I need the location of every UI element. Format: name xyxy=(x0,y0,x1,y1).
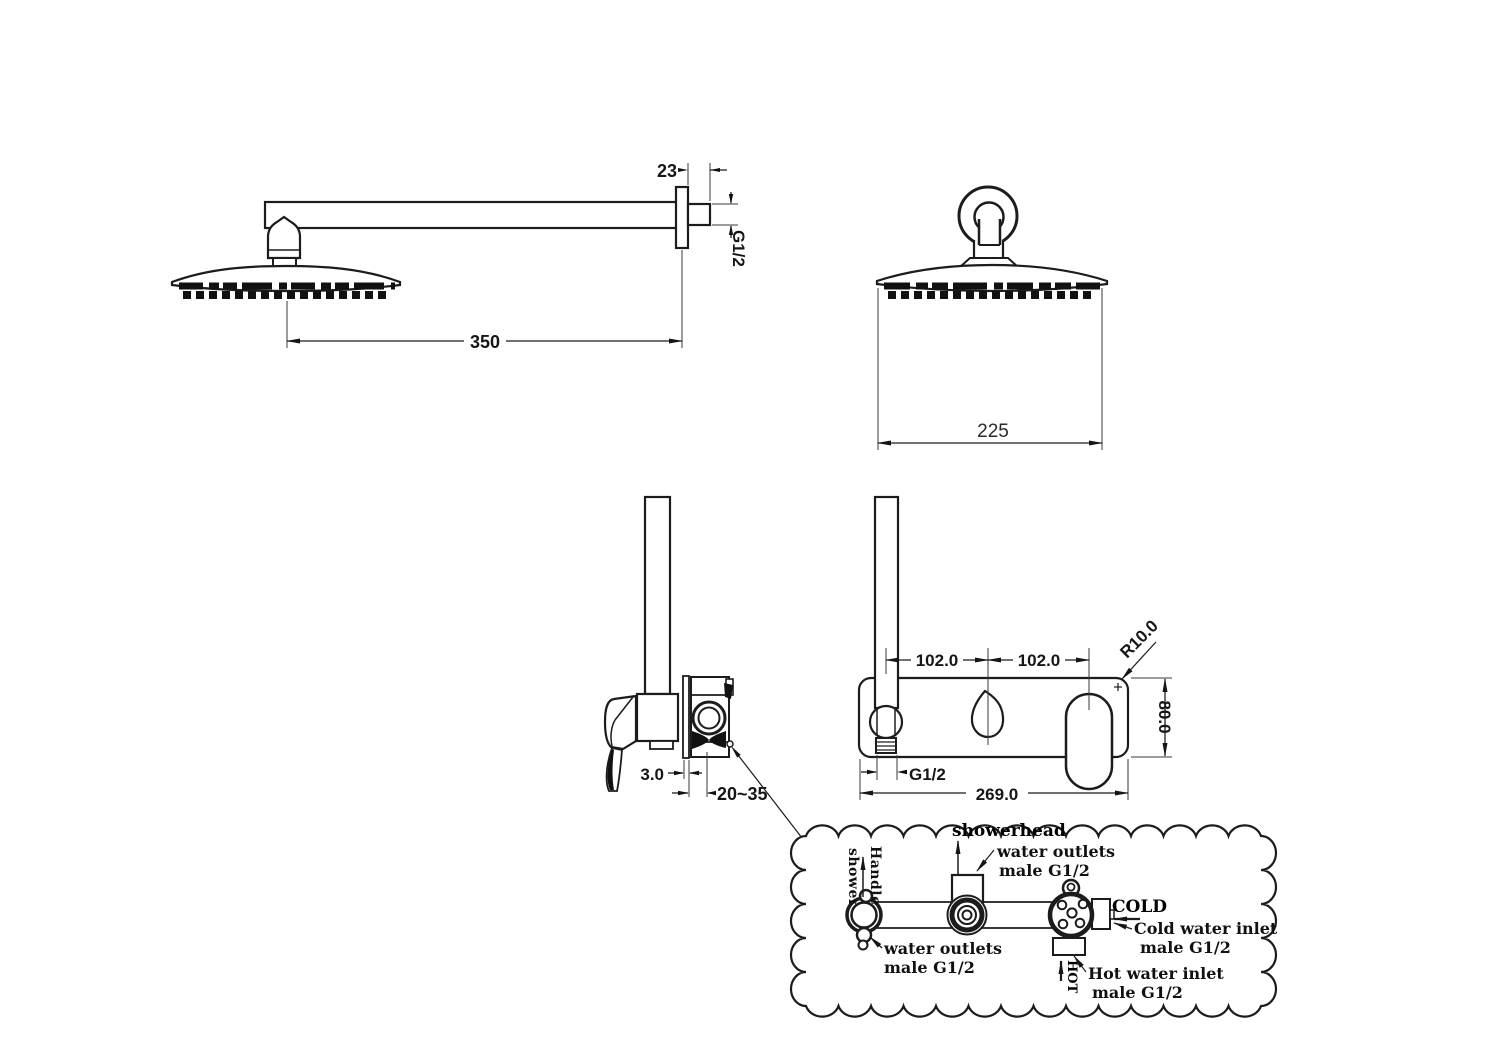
cold-inlet-line2: male G1/2 xyxy=(1140,938,1231,957)
shower-head-side xyxy=(172,266,400,295)
handle-word: Handle xyxy=(867,846,883,906)
shower-arm-tube xyxy=(265,202,677,228)
riser-pipe-front xyxy=(875,497,898,708)
hot-inlet-line2: male G1/2 xyxy=(1092,983,1183,1002)
dim-r10 xyxy=(1116,616,1162,679)
dim-350-label: 350 xyxy=(469,332,501,352)
shower-head-front xyxy=(877,265,1107,295)
dim-3-0 xyxy=(640,760,702,784)
dim-102-left-label: 102.0 xyxy=(915,651,959,670)
mixer-plate-front-view xyxy=(859,497,1174,804)
valve-foot xyxy=(650,741,673,749)
showerhead-port xyxy=(948,875,987,935)
dim-80-label: 80.0 xyxy=(1155,700,1174,734)
hot-label: HOT xyxy=(1064,960,1079,994)
top-outlet-line2: male G1/2 xyxy=(999,861,1090,880)
dim-g12-arm-label: G1/2 xyxy=(729,230,748,267)
dim-3-0-label: 3.0 xyxy=(640,765,664,784)
arm-ball-joint xyxy=(268,217,300,268)
shower-word: shower xyxy=(845,848,861,907)
cold-inlet-line1: Cold water inlet xyxy=(1134,919,1278,938)
hot-inlet-line1: Hot water inlet xyxy=(1088,964,1224,983)
dim-225 xyxy=(878,288,1102,450)
dim-20-35 xyxy=(672,752,768,804)
left-outlet-line2: male G1/2 xyxy=(884,958,975,977)
dim-23-label: 23 xyxy=(656,161,677,181)
mount-ring xyxy=(959,187,1018,267)
dim-g12-arm xyxy=(712,192,748,267)
left-outlet-line1: water outlets xyxy=(884,939,1003,958)
dim-g12-plate-label: G1/2 xyxy=(909,765,946,784)
dim-350 xyxy=(287,250,682,352)
cold-label: COLD xyxy=(1112,897,1168,917)
dim-g12-plate xyxy=(861,755,946,784)
installation-detail-view xyxy=(791,821,1278,1017)
dim-r10-label: R10.0 xyxy=(1116,616,1162,662)
valve-cartridge xyxy=(691,677,733,757)
top-outlet-line1: water outlets xyxy=(997,842,1116,861)
thread-stub xyxy=(688,204,710,225)
dim-225-label: 225 xyxy=(977,421,1009,442)
dim-102-right-label: 102.0 xyxy=(1017,651,1061,670)
dim-80 xyxy=(1131,678,1174,757)
escutcheon-plate xyxy=(683,676,689,758)
shower-head-front-view xyxy=(877,187,1107,450)
showerhead-label: showerhead xyxy=(952,821,1066,841)
valve-body xyxy=(637,694,678,741)
riser-pipe-side xyxy=(645,497,670,694)
mixer-handle xyxy=(605,696,636,791)
dim-20-35-label: 20~35 xyxy=(717,784,768,804)
shower-arm-side-view xyxy=(172,161,748,352)
dim-23 xyxy=(657,161,727,201)
dim-269-label: 269.0 xyxy=(975,785,1019,804)
wall-flange xyxy=(676,187,688,248)
